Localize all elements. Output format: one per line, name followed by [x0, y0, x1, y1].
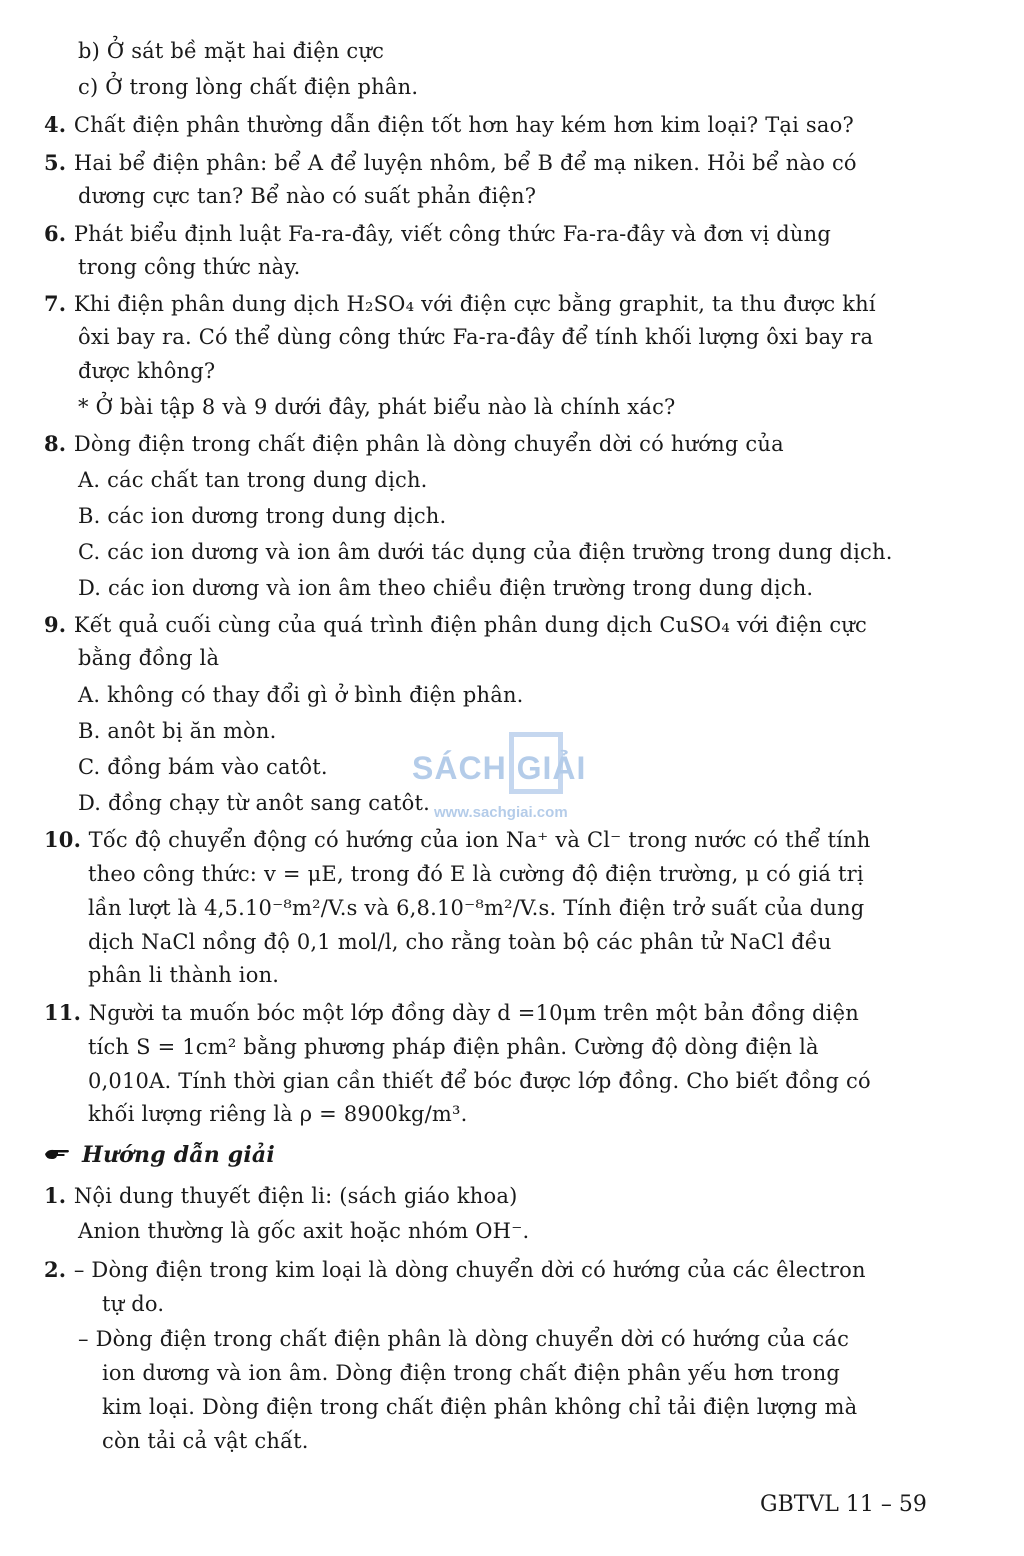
watermark [412, 730, 622, 820]
line-text: b) Ở sát bề mặt hai điện cực [78, 39, 385, 63]
text-line [78, 356, 215, 386]
exercise-number: 10. [44, 827, 89, 852]
watermark-brand: SÁCH GIẢI [412, 750, 587, 786]
text-line [78, 465, 428, 495]
line-text: B. các ion dương trong dung dịch. [78, 504, 447, 528]
text-line [78, 36, 384, 66]
text-line [88, 893, 864, 923]
line-text: c) Ở trong lòng chất điện phân. [78, 75, 419, 99]
line-text: Chất điện phân thường dẫn điện tốt hơn hay kém hơn kim loại? Tại sao? [73, 113, 854, 137]
watermark-url: www.sachgiai.com [434, 804, 568, 821]
line-text: D. đồng chạy từ anôt sang catôt. [78, 791, 430, 815]
line-text: tự do. [102, 1292, 165, 1316]
text-line [102, 1426, 309, 1456]
line-text: dịch NaCl nồng độ 0,1 mol/l, cho rằng toàn bộ các phân tử NaCl đều [88, 930, 832, 954]
line-text: A. không có thay đổi gì ở bình điện phân. [78, 683, 524, 707]
line-text: được không? [78, 359, 216, 383]
text-line [102, 1392, 857, 1422]
exercise-number: 6. [44, 221, 74, 246]
line-text: Khi điện phân dung dịch H₂SO₄ với điện cực bằng graphit, ta thu được khí [73, 292, 876, 316]
line-text: Hai bể điện phân: bể A để luyện nhôm, bể B để mạ niken. Hỏi bể nào có [73, 151, 857, 175]
exercise-line [44, 219, 831, 249]
line-text: Kết quả cuối cùng của quá trình điện phân dung dịch CuSO₄ với điện cực [73, 613, 867, 637]
text-line [78, 537, 893, 567]
line-text: ôxi bay ra. Có thể dùng công thức Fa-ra-đây để tính khối lượng ôxi bay ra [78, 325, 874, 349]
text-line [78, 716, 277, 746]
line-text: còn tải cả vật chất. [102, 1429, 309, 1453]
line-text: – Dòng điện trong kim loại là dòng chuyển dời có hướng của các êlectron [73, 1258, 866, 1282]
text-line [88, 859, 864, 889]
exercise-number: 4. [44, 112, 74, 137]
line-text: Hướng dẫn giải [82, 1142, 275, 1168]
exercise-line [44, 998, 859, 1028]
exercise-line [44, 1181, 517, 1211]
line-text: trong công thức này. [78, 255, 301, 279]
line-text: phân li thành ion. [88, 963, 280, 987]
exercise-number: 7. [44, 291, 74, 316]
line-text: bằng đồng là [78, 646, 220, 670]
text-line [88, 1032, 819, 1062]
exercise-line [44, 825, 870, 855]
exercise-number: 9. [44, 612, 74, 637]
line-text: Tốc độ chuyển động có hướng của ion Na⁺ và Cl⁻ trong nước có thể tính [88, 828, 871, 852]
exercise-number: 8. [44, 431, 74, 456]
text-line [78, 392, 676, 422]
text-line [102, 1289, 164, 1319]
line-text: D. các ion dương và ion âm theo chiều điện trường trong dung dịch. [78, 576, 814, 600]
text-line [78, 1216, 529, 1246]
text-line [88, 1099, 468, 1129]
watermark-frame [509, 732, 563, 794]
text-line [78, 501, 446, 531]
line-text: dương cực tan? Bể nào có suất phản điện? [78, 184, 537, 208]
exercise-line [44, 289, 876, 319]
line-text: ion dương và ion âm. Dòng điện trong chất điện phân yếu hơn trong [102, 1361, 841, 1385]
text-line [88, 960, 279, 990]
text-line [78, 1324, 849, 1354]
text-line [78, 643, 219, 673]
line-text: Anion thường là gốc axit hoặc nhóm OH⁻. [78, 1219, 530, 1243]
line-text: Dòng điện trong chất điện phân là dòng chuyển dời có hướng của [73, 432, 784, 456]
text-line [102, 1358, 840, 1388]
exercise-line [44, 110, 854, 140]
text-line [78, 680, 524, 710]
line-text: lần lượt là 4,5.10⁻⁸m²/V.s và 6,8.10⁻⁸m²/V.s. Tính điện trở suất của dung [88, 896, 865, 920]
text-line [78, 322, 873, 352]
line-text: A. các chất tan trong dung dịch. [78, 468, 428, 492]
line-text: tích S = 1cm² bằng phương pháp điện phân. Cường độ dòng điện là [88, 1035, 819, 1059]
line-text: C. đồng bám vào catôt. [78, 755, 328, 779]
exercise-number: 11. [44, 1000, 89, 1025]
pointing-hand-icon [44, 1146, 70, 1162]
exercise-line [44, 1255, 866, 1285]
line-text: B. anôt bị ăn mòn. [78, 719, 277, 743]
exercise-number: 1. [44, 1183, 74, 1208]
exercise-line [44, 148, 857, 178]
line-text: Nội dung thuyết điện li: (sách giáo khoa) [73, 1184, 518, 1208]
line-text: C. các ion dương và ion âm dưới tác dụng của điện trường trong dung dịch. [78, 540, 893, 564]
text-line [78, 72, 418, 102]
line-text: Phát biểu định luật Fa-ra-đây, viết công thức Fa-ra-đây và đơn vị dùng [73, 222, 832, 246]
text-line [88, 927, 832, 957]
line-text: 0,010A. Tính thời gian cần thiết để bóc được lớp đồng. Cho biết đồng có [88, 1069, 871, 1093]
text-line [78, 573, 813, 603]
text-line [78, 752, 328, 782]
exercise-number: 2. [44, 1257, 74, 1282]
exercise-line [44, 610, 867, 640]
text-line [78, 252, 301, 282]
line-text: – Dòng điện trong chất điện phân là dòng chuyển dời có hướng của các [78, 1327, 850, 1351]
text-line [78, 788, 430, 818]
line-text: Người ta muốn bóc một lớp đồng dày d =10μm trên một bản đồng diện [88, 1001, 859, 1025]
text-line [88, 1066, 871, 1096]
page-footer: GBTVL 11 – 59 [760, 1492, 927, 1517]
line-text: kim loại. Dòng điện trong chất điện phân không chỉ tải điện lượng mà [102, 1395, 858, 1419]
line-text: theo công thức: v = μE, trong đó E là cường độ điện trường, μ có giá trị [88, 862, 864, 886]
exercise-line [44, 429, 784, 459]
line-text: khối lượng riêng là ρ = 8900kg/m³. [88, 1102, 468, 1126]
section-heading [82, 1140, 275, 1170]
line-text: * Ở bài tập 8 và 9 dưới đây, phát biểu nào là chính xác? [78, 395, 676, 419]
text-line [78, 181, 536, 211]
exercise-number: 5. [44, 150, 74, 175]
